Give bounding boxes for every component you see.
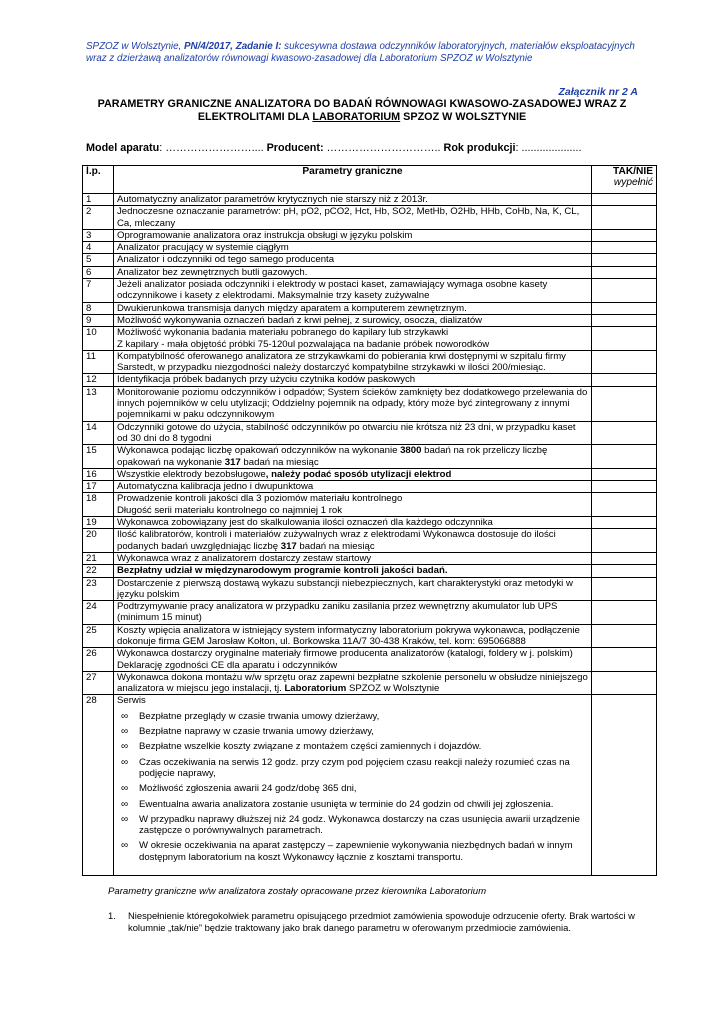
- table-row: [83, 552, 657, 564]
- row-parameter: [114, 552, 592, 564]
- table-row: [83, 242, 657, 254]
- row-parameter: [114, 266, 592, 278]
- service-item-text: Bezpłatne naprawy w czasie trwania umowy dzierżawy,: [139, 726, 374, 738]
- row-parameter: [114, 565, 592, 577]
- table-row: [83, 517, 657, 529]
- header-line-2: wraz z dzierżawą analizatorów równowagi kwasowo-zasadowej dla Laboratorium SPZOZ w Wolsztynie: [86, 53, 533, 64]
- parameter-text-part: badań na miesiąc: [296, 540, 375, 552]
- row-number: 9: [83, 314, 114, 326]
- document-title: [86, 98, 638, 124]
- row-parameter: [114, 314, 592, 326]
- tak-nie-cell[interactable]: [592, 194, 657, 206]
- list-item: [117, 726, 588, 737]
- row-parameter: [114, 194, 592, 206]
- parameter-text-part: SPZOZ w Wolsztynie: [346, 683, 440, 695]
- row-parameter: [114, 648, 592, 672]
- table-row: [83, 671, 657, 695]
- row-number: 19: [83, 517, 114, 529]
- table-row: [83, 350, 657, 374]
- parameter-text: Wykonawca dostarczy oryginalne materiały firmowe producenta analizatorów (katalogi, foldery w j. polskim): [117, 648, 573, 660]
- infinity-bullet-icon: ∞: [121, 798, 129, 810]
- service-item-text: Bezpłatne przeglądy w czasie trwania umowy dzierżawy,: [139, 710, 380, 722]
- tak-nie-cell[interactable]: [592, 327, 657, 351]
- service-item-text: Czas oczekiwania na serwis 12 godz. przy czym pod pojęciem czasu reakcji należy rozumieć czas na podjęcie naprawy,: [139, 756, 570, 779]
- model-field[interactable]: : ……………………....: [159, 142, 264, 154]
- service-item-text: W okresie oczekiwania na aparat zastępczy – zapewnienie wykonywania niezbędnych badań w innym dostępnym laboratorium na koszt Wykonawcy łącznie z kosztami transportu.: [139, 840, 573, 863]
- table-row: [83, 229, 657, 241]
- list-item: [117, 840, 588, 863]
- table-row: [83, 468, 657, 480]
- parameter-text: Automatyczny analizator parametrów krytycznych nie starszy niż z 2013r.: [117, 194, 428, 205]
- parameter-text-part: Wszystkie elektrody bezobsługowe: [117, 468, 266, 480]
- list-item: [117, 741, 588, 752]
- parameter-text: Automatyczna kalibracja jedno i dwupunktowa: [117, 481, 314, 493]
- table-row: [83, 445, 657, 469]
- list-item: [117, 711, 588, 722]
- service-item-text: Ewentualna awaria analizatora zostanie usunięta w terminie do 24 godzin od chwili jej zgłoszenia.: [139, 798, 554, 810]
- tak-nie-cell[interactable]: [592, 648, 657, 672]
- row-number: 15: [83, 445, 114, 469]
- table-body: [83, 194, 657, 876]
- infinity-bullet-icon: ∞: [121, 726, 129, 738]
- tak-nie-cell[interactable]: [592, 279, 657, 303]
- row-number: 17: [83, 481, 114, 493]
- parameter-text: Kompatybilność oferowanego analizatora ze strzykawkami do pobierania krwi dostępnymi w szpitalu firmy Sarstedt, w przypadku niezgodności należy dostarczyć kompatybilne strzykawki w ilości 200/miesiąc.: [117, 350, 566, 374]
- parameter-text: Analizator bez zewnętrznych butli gazowych.: [117, 266, 308, 278]
- table-row: [83, 327, 657, 351]
- row-number: 2: [83, 206, 114, 230]
- row-parameter: [114, 624, 592, 648]
- tak-nie-cell[interactable]: [592, 493, 657, 517]
- footnote-text: Niespełnienie któregokolwiek parametru opisującego przedmiot zamówienia spowoduje odrzucenie oferty. Brak wartości w kolumnie „tak/nie” będzie traktowany jako brak danego parametru w oferowanym przedmiocie zamówienia.: [128, 910, 635, 933]
- title-line-2: ELEKTROLITAMI DLA LABORATORIUM SPZOZ W WOLSZTYNIE: [197, 111, 527, 123]
- tak-nie-cell[interactable]: [592, 695, 657, 876]
- row-parameter: [114, 386, 592, 421]
- tak-nie-cell[interactable]: [592, 229, 657, 241]
- parameter-text: Jednoczesne oznaczanie parametrów: pH, pO2, pCO2, Hct, Hb, SO2, MetHb, O2Hb, HHb, CoHb, Na, K, CL, Ca, mleczany: [117, 206, 580, 229]
- tak-nie-cell[interactable]: [592, 374, 657, 386]
- row-number: 27: [83, 671, 114, 695]
- tak-nie-cell[interactable]: [592, 468, 657, 480]
- row-parameter: [114, 601, 592, 625]
- parameters-table: [82, 165, 657, 876]
- row-parameter: [114, 327, 592, 351]
- parameter-text: Możliwość wykonywania oznaczeń badań z krwi pełnej, z surowicy, osocza, dializatów: [117, 314, 483, 326]
- row-number: 28: [83, 695, 114, 876]
- table-row: [83, 648, 657, 672]
- row-parameter: [114, 254, 592, 266]
- parameter-text: Monitorowanie poziomu odczynników i odpadów; System ścieków zamknięty bez dodatkowego przelewania do innych pojemników w celu utylizacji; Oddzielny pojemnik na odpady, który może być zintegrowany z innymi pojemnikami w paku odczynnikowym: [117, 386, 588, 421]
- row-number: 13: [83, 386, 114, 421]
- tak-nie-cell[interactable]: [592, 552, 657, 564]
- row-number: 18: [83, 493, 114, 517]
- row-number: 23: [83, 577, 114, 601]
- parameter-text: Możliwość wykonania badania materiału pobranego do kapilary lub strzykawki: [117, 327, 449, 339]
- row-parameter: [114, 374, 592, 386]
- year-field[interactable]: : ....................: [515, 142, 582, 154]
- parameter-text-part: 3800: [400, 445, 422, 457]
- row-parameter: [114, 242, 592, 254]
- tak-nie-cell[interactable]: [592, 421, 657, 445]
- producer-field[interactable]: …………………………..: [323, 142, 441, 154]
- parameter-text-part: badań na miesiąc: [240, 456, 319, 468]
- row-number: 3: [83, 229, 114, 241]
- parameter-text: Dostarczenie z pierwszą dostawą wykazu substancji niebezpiecznych, kart charakterystyki oraz metodyki w języku polskim: [117, 577, 573, 600]
- tak-nie-cell[interactable]: [592, 624, 657, 648]
- footnote: [108, 910, 638, 934]
- row-number: 24: [83, 601, 114, 625]
- parameter-text: Wykonawca wraz z analizatorem dostarczy zestaw startowy: [117, 552, 372, 564]
- parameter-text: Identyfikacja próbek badanych przy użyciu czytnika kodów paskowych: [117, 374, 416, 386]
- tak-nie-cell[interactable]: [592, 671, 657, 695]
- tak-nie-cell[interactable]: [592, 601, 657, 625]
- header-parameters: Parametry graniczne: [114, 166, 592, 194]
- infinity-bullet-icon: ∞: [121, 840, 129, 852]
- row-number: 10: [83, 327, 114, 351]
- parameter-text: Dwukierunkowa transmisja danych między aparatem a komputerem zewnętrznym.: [117, 302, 467, 314]
- row-parameter: [114, 481, 592, 493]
- table-row: [83, 302, 657, 314]
- parameter-text-part: , należy podać sposób utylizacji elektrod: [265, 468, 452, 480]
- tak-nie-cell[interactable]: [592, 529, 657, 553]
- row-parameter: [114, 279, 592, 303]
- header-tak-nie: TAK/NIE wypełnić: [592, 166, 657, 194]
- row-parameter: [114, 493, 592, 517]
- table-row: [83, 493, 657, 517]
- row-parameter: [114, 206, 592, 230]
- footnote-number: 1.: [108, 910, 116, 921]
- service-item-text: Możliwość zgłoszenia awarii 24 godz/dobę 365 dni,: [139, 783, 357, 795]
- row-number: 1: [83, 194, 114, 206]
- parameter-text-part: Wykonawca podając liczbę opakowań odczynników na wykonanie: [117, 445, 401, 457]
- tak-nie-cell[interactable]: [592, 517, 657, 529]
- parameter-text-line-2: Z kapilary - mała objętość próbki 75-120ul pozwalająca na badanie próbek noworodków: [117, 338, 490, 350]
- producer-label: Producent:: [263, 142, 324, 154]
- row-number: 20: [83, 529, 114, 553]
- row-number: 26: [83, 648, 114, 672]
- parameter-text-line-2: Długość serii materiału kontrolnego co najmniej 1 rok: [117, 504, 343, 516]
- row-parameter: [114, 468, 592, 480]
- row-number: 12: [83, 374, 114, 386]
- parameter-text: Wykonawca zobowiązany jest do skalkulowania ilości oznaczeń dla każdego odczynnika: [117, 517, 493, 529]
- table-row: [83, 386, 657, 421]
- row-parameter: [114, 350, 592, 374]
- table-row: [83, 529, 657, 553]
- infinity-bullet-icon: ∞: [121, 710, 129, 722]
- tak-nie-cell[interactable]: [592, 242, 657, 254]
- model-line: [86, 142, 656, 154]
- tak-nie-cell[interactable]: [592, 565, 657, 577]
- table-row: [83, 624, 657, 648]
- header-line-1: SPZOZ w Wolsztynie, PN/4/2017, Zadanie I: sukcesywna dostawa odczynników laboratoryjnych, materiałów eksploatacyjnych: [86, 41, 635, 52]
- table-row: [83, 279, 657, 303]
- tak-nie-cell[interactable]: [592, 302, 657, 314]
- list-item: [117, 814, 588, 837]
- row-number: 21: [83, 552, 114, 564]
- row-parameter: [114, 577, 592, 601]
- row-parameter: [114, 229, 592, 241]
- header-lp: l.p.: [83, 166, 114, 194]
- parameter-text: Analizator i odczynniki od tego samego producenta: [117, 254, 335, 266]
- row-parameter: [114, 529, 592, 553]
- row-parameter: [114, 517, 592, 529]
- title-line-1: PARAMETRY GRANICZNE ANALIZATORA DO BADAŃ RÓWNOWAGI KWASOWO-ZASADOWEJ WRAZ Z: [97, 98, 627, 110]
- service-title: Serwis: [117, 695, 146, 707]
- table-row: [83, 565, 657, 577]
- table-row: [83, 601, 657, 625]
- row-number: 4: [83, 242, 114, 254]
- tak-nie-cell[interactable]: [592, 577, 657, 601]
- table-row: [83, 266, 657, 278]
- row-parameter: [114, 302, 592, 314]
- parameter-text-part: 317: [224, 456, 241, 468]
- row-number: 5: [83, 254, 114, 266]
- list-item: [117, 783, 588, 794]
- table-row: [83, 254, 657, 266]
- row-number: 6: [83, 266, 114, 278]
- row-parameter: [114, 671, 592, 695]
- row-parameter-service: [114, 695, 592, 876]
- parameter-text: Jeżeli analizator posiada odczynniki i elektrody w postaci kaset, zamawiający wymaga osobne kasety odczynnikowe i kasety z elektrodami. Maksymalnie trzy kasety zużywalne: [117, 279, 548, 302]
- service-item-text: Bezpłatne wszelkie koszty związane z montażem części zamiennych i dojazdów.: [139, 741, 482, 753]
- parameter-text-part: badań na rok przeliczy liczbę opakowań na wykonanie: [117, 445, 548, 468]
- tak-nie-cell[interactable]: [592, 314, 657, 326]
- row-number: 16: [83, 468, 114, 480]
- list-item: [117, 757, 588, 780]
- table-row: [83, 577, 657, 601]
- row-number: 14: [83, 421, 114, 445]
- tak-nie-cell[interactable]: [592, 445, 657, 469]
- table-row: [83, 314, 657, 326]
- table-row: [83, 194, 657, 206]
- table-row: [83, 481, 657, 493]
- table-header-row: [83, 166, 657, 194]
- model-label: Model aparatu: [86, 142, 160, 154]
- parameter-text: Podtrzymywanie pracy analizatora w przypadku zaniku zasilania przez wewnętrzny akumulator lub UPS (minimum 15 minut): [117, 601, 558, 624]
- tak-nie-cell[interactable]: [592, 481, 657, 493]
- parameter-text: Oprogramowanie analizatora oraz instrukcja obsługi w języku polskim: [117, 229, 413, 241]
- row-number: 7: [83, 279, 114, 303]
- tak-nie-cell[interactable]: [592, 386, 657, 421]
- parameter-text: Koszty wpięcia analizatora w istniejący system informatyczny laboratorium pokrywa wykonawca, podłączenie dokonuje firma GEM Jarosław Kołton, ul. Borkowska 11A/7 30-438 Kraków, tel. kom: 695066888: [117, 624, 580, 647]
- row-number: 25: [83, 624, 114, 648]
- parameter-text: Analizator pracujący w systemie ciągłym: [117, 242, 289, 254]
- parameter-text: Odczynniki gotowe do użycia, stabilność odczynników po otwarciu nie krótsza niż 23 dni, w przypadku kaset od 30 dni do 8 tygodni: [117, 421, 576, 444]
- infinity-bullet-icon: ∞: [121, 783, 129, 795]
- parameter-text-part: Wykonawca dokona montażu w/w sprzętu oraz zapewni bezpłatne szkolenie personelu w obsłudze niniejszego analizatora w miejscu jego instalacji, tj.: [117, 671, 588, 695]
- parameter-text: Prowadzenie kontroli jakości dla 3 poziomów materiału kontrolnego: [117, 493, 403, 505]
- list-item: [117, 799, 588, 810]
- infinity-bullet-icon: ∞: [121, 741, 129, 753]
- service-item-text: W przypadku naprawy dłuższej niż 24 godz. Wykonawca dostarczy na czas usunięcia awarii urządzenie zastępcze o porównywalnych parametrach.: [139, 813, 580, 837]
- service-list: [117, 711, 588, 875]
- table-row-service: [83, 695, 657, 876]
- parameter-text-part: Laboratorium: [284, 683, 347, 695]
- parameter-text-line-2: Deklarację zgodności CE dla aparatu i odczynników: [117, 659, 338, 671]
- year-label: Rok produkcji: [440, 142, 516, 154]
- table-row: [83, 374, 657, 386]
- infinity-bullet-icon: ∞: [121, 756, 129, 768]
- row-number: 11: [83, 350, 114, 374]
- parameter-text-part: 317: [280, 540, 297, 552]
- tak-nie-cell[interactable]: [592, 266, 657, 278]
- table-row: [83, 206, 657, 230]
- table-row: [83, 421, 657, 445]
- row-parameter: [114, 445, 592, 469]
- parameter-text: Bezpłatny udział w międzynarodowym programie kontroli jakości badań.: [117, 565, 448, 577]
- row-parameter: [114, 421, 592, 445]
- infinity-bullet-icon: ∞: [121, 813, 129, 825]
- tak-nie-cell[interactable]: [592, 350, 657, 374]
- parameter-text-part: Ilość kalibratorów, kontroli i materiałów zużywalnych wraz z elektrodami Wykonawca dostosuje do ilości podanych badań uwzględniając liczbę: [117, 529, 556, 552]
- annex-label: Załącznik nr 2 A: [558, 86, 638, 98]
- tak-nie-cell[interactable]: [592, 206, 657, 230]
- tak-nie-cell[interactable]: [592, 254, 657, 266]
- row-number: 8: [83, 302, 114, 314]
- authorship-note: Parametry graniczne w/w analizatora zostały opracowane przez kierownika Laboratorium: [108, 886, 487, 897]
- row-number: 22: [83, 565, 114, 577]
- document-header: [86, 41, 656, 65]
